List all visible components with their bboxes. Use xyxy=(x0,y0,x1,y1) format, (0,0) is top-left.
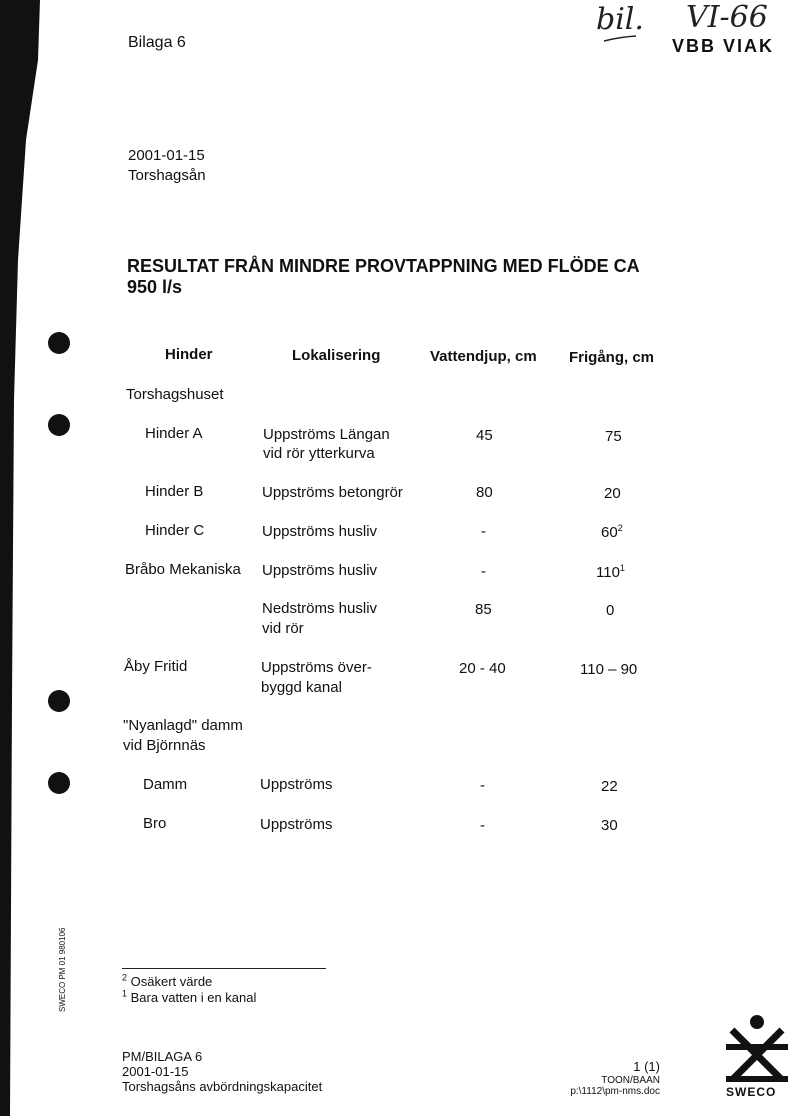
table-cell-frigang: $110^1$ xyxy=(596,563,625,581)
table-cell-lokalisering: Nedströms husliv xyxy=(262,600,378,617)
footer-date: 2001-01-15 xyxy=(122,1064,189,1079)
company-name: VBB VIAK xyxy=(672,36,775,56)
punch-hole xyxy=(48,772,70,794)
table-cell-hinder: Bråbo Mekaniska xyxy=(125,561,241,578)
table-cell-vattendjup: - xyxy=(481,523,486,540)
document-date: 2001-01-15 xyxy=(128,147,205,164)
handwritten-underline xyxy=(602,34,638,44)
footer-file-path: p:\1112\pm-nms.doc xyxy=(570,1086,660,1097)
footer-page-number: 1 (1) xyxy=(633,1059,660,1074)
column-header-lokalisering: Lokalisering xyxy=(292,347,381,364)
table-cell-lokalisering: vid rör ytterkurva xyxy=(263,445,375,462)
table-cell-lokalisering: Uppströms xyxy=(260,776,333,793)
column-header-frigang: Frigång, cm xyxy=(569,349,655,366)
table-cell-vattendjup: - xyxy=(480,817,485,834)
table-cell-lokalisering: byggd kanal xyxy=(261,679,342,696)
column-header-vattendjup: Vattendjup, cm xyxy=(430,348,537,365)
handwritten-note-right: VI-66 xyxy=(686,0,768,35)
table-group-label: vid Björnnäs xyxy=(123,737,206,754)
page-title-line-1: RESULTAT FRÅN MINDRE PROVTAPPNING MED FLÖDE CA xyxy=(127,256,640,276)
footer-doc-type: PM/BILAGA 6 xyxy=(122,1049,203,1064)
table-cell-lokalisering: Uppströms betongrör xyxy=(262,484,403,501)
side-document-code: SWECO PM 01 980106 xyxy=(58,927,67,1012)
table-cell-lokalisering: Uppströms husliv xyxy=(262,523,378,540)
table-cell-hinder: Hinder B xyxy=(145,483,204,500)
footnote-divider xyxy=(122,968,326,969)
table-cell-lokalisering: Uppströms husliv xyxy=(262,562,378,579)
table-cell-frigang: 0 xyxy=(606,602,615,619)
logo-text: SWECO xyxy=(726,1085,777,1099)
footnote-ref: 1 xyxy=(619,563,625,573)
table-cell-vattendjup: - xyxy=(480,777,485,794)
table-cell-hinder: Åby Fritid xyxy=(124,658,188,675)
table-cell-vattendjup: 80 xyxy=(476,484,493,501)
table-cell-vattendjup: 45 xyxy=(476,427,493,444)
table-cell-hinder: Hinder A xyxy=(145,425,203,442)
table-cell-frigang: 30 xyxy=(601,817,618,834)
table-cell-vattendjup: 85 xyxy=(475,601,492,618)
table-cell-frigang: $60^2$ xyxy=(601,523,623,541)
table-cell-frigang: 75 xyxy=(605,428,622,445)
table-group-label: Torshagshuset xyxy=(126,386,224,403)
table-cell-lokalisering: vid rör xyxy=(262,620,304,637)
table-cell-lokalisering: Uppströms xyxy=(260,816,333,833)
table-cell-vattendjup: 20 - 40 xyxy=(459,660,506,677)
table-group-label: "Nyanlagd" damm xyxy=(123,717,243,734)
footer-subject: Torshagsåns avbördningskapacitet xyxy=(122,1079,323,1094)
document-place: Torshagsån xyxy=(128,167,206,184)
table-cell-frigang: 110 – 90 xyxy=(580,661,638,678)
scan-edge-shadow xyxy=(0,0,40,1116)
table-cell-hinder: Damm xyxy=(143,776,188,793)
table-cell-lokalisering: Uppströms över- xyxy=(261,659,372,676)
table-cell-hinder: Bro xyxy=(143,815,167,832)
punch-hole xyxy=(48,690,70,712)
page-title-line-2: 950 l/s xyxy=(127,277,183,297)
table-cell-frigang: 20 xyxy=(604,485,621,502)
table-cell-lokalisering: Uppströms Längan xyxy=(263,426,390,443)
punch-hole xyxy=(48,332,70,354)
column-header-hinder: Hinder xyxy=(165,346,213,363)
punch-hole xyxy=(48,414,70,436)
table-cell-vattendjup: - xyxy=(481,563,486,580)
table-cell-frigang: 22 xyxy=(601,778,618,795)
bilaga-label: Bilaga 6 xyxy=(128,34,186,51)
footnote-1: $^1$ Bara vatten i en kanal xyxy=(122,988,257,1005)
footnote-2: $^2$ Osäkert värde xyxy=(122,972,213,989)
table-cell-hinder: Hinder C xyxy=(145,522,205,539)
handwritten-note-left: bil. xyxy=(596,2,644,37)
footnote-ref: 2 xyxy=(617,523,623,533)
footer-author: TOON/BAAN xyxy=(601,1075,660,1086)
sweco-logo-icon xyxy=(722,1012,792,1082)
